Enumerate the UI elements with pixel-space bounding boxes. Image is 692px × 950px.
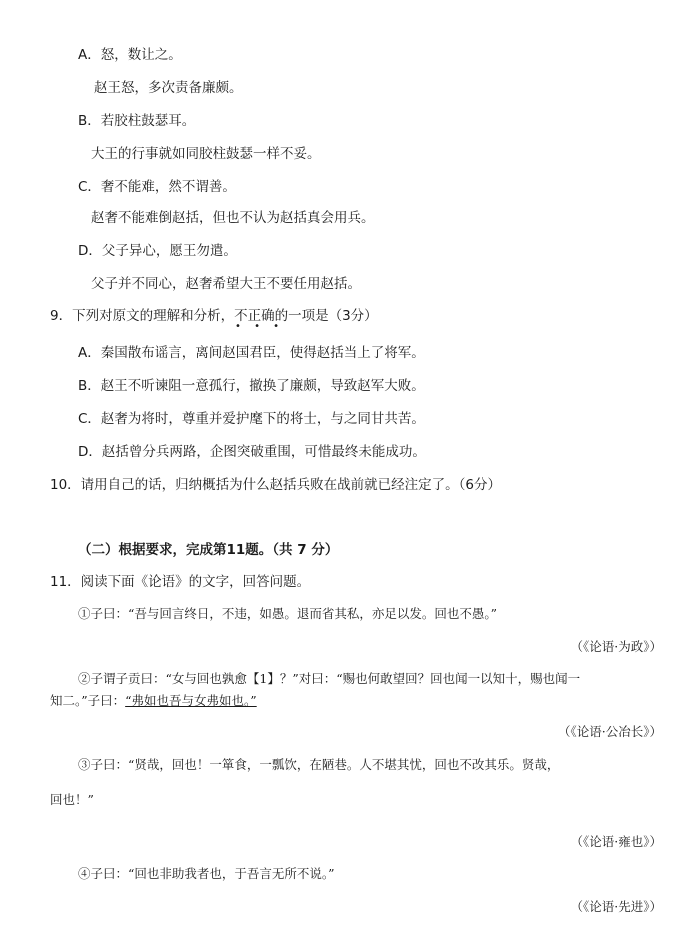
q9-stem: 9．下列对原文的理解和分析，不正确的一项是（3分）	[50, 308, 378, 324]
q8-translation-c: 赵奢不能难倒赵括，但也不认为赵括真会用兵。	[91, 210, 375, 226]
q8-option-d: D．父子异心，愿王勿遣。	[78, 243, 237, 259]
passage-4: ④子曰：“回也非助我者也，于吾言无所不说。”	[78, 866, 335, 881]
q10-stem: 10．请用自己的话，归纳概括为什么赵括兵败在战前就已经注定了。（6分）	[50, 477, 502, 493]
passage-1: ①子曰：“吾与回言终日，不违，如愚。退而省其私，亦足以发。回也不愚。”	[78, 606, 498, 621]
q9-option-b: B．赵王不听谏阻一意孤行，撤换了廉颇，导致赵军大败。	[78, 378, 425, 394]
emphasis-dots: • • •	[235, 321, 285, 332]
q9-option-d: D．赵括曾分兵两路，企图突破重围，可惜最终未能成功。	[78, 444, 426, 460]
source-2: （《论语·公冶长》）	[558, 724, 662, 739]
passage-2-line-2	[50, 692, 257, 710]
passage-3-line-2: 回也！”	[50, 792, 94, 807]
q8-translation-b: 大王的行事就如同胶柱鼓瑟一样不妥。	[91, 146, 321, 162]
passage-2-prefix: 知二。”子曰：	[50, 693, 126, 708]
q8-option-c: C．奢不能难，然不谓善。	[78, 179, 236, 195]
source-3: （《论语·雍也》）	[570, 834, 662, 849]
passage-3-line-1: ③子曰：“贤哉，回也！一箪食，一瓢饮，在陋巷。人不堪其忧，回也不改其乐。贤哉，	[78, 757, 560, 772]
source-1: （《论语·为政》）	[570, 639, 662, 654]
q11-stem: 11．阅读下面《论语》的文字，回答问题。	[50, 574, 311, 590]
q8-option-a: A．怒，数让之。	[78, 47, 182, 63]
q9-option-a: A．秦国散布谣言，离间赵国君臣，使得赵括当上了将军。	[78, 345, 425, 361]
q8-translation-d: 父子并不同心，赵奢希望大王不要任用赵括。	[91, 276, 361, 292]
passage-2-line-1: ②子谓子贡曰：“女与回也孰愈【1】？”对曰：“赐也何敢望回？回也闻一以知十，赐也闻一	[78, 671, 581, 686]
q8-translation-a: 赵王怒，多次责备廉颇。	[94, 80, 243, 96]
q9-option-c: C．赵奢为将时，尊重并爱护麾下的将士，与之同甘共苦。	[78, 411, 425, 427]
source-4: （《论语·先进》）	[570, 899, 662, 914]
q8-option-b: B．若胶柱鼓瑟耳。	[78, 113, 196, 129]
section-heading: （二）根据要求，完成第11题。（共 7 分）	[78, 542, 339, 558]
passage-2-underlined: “弗如也吾与女弗如也。”	[125, 693, 257, 708]
